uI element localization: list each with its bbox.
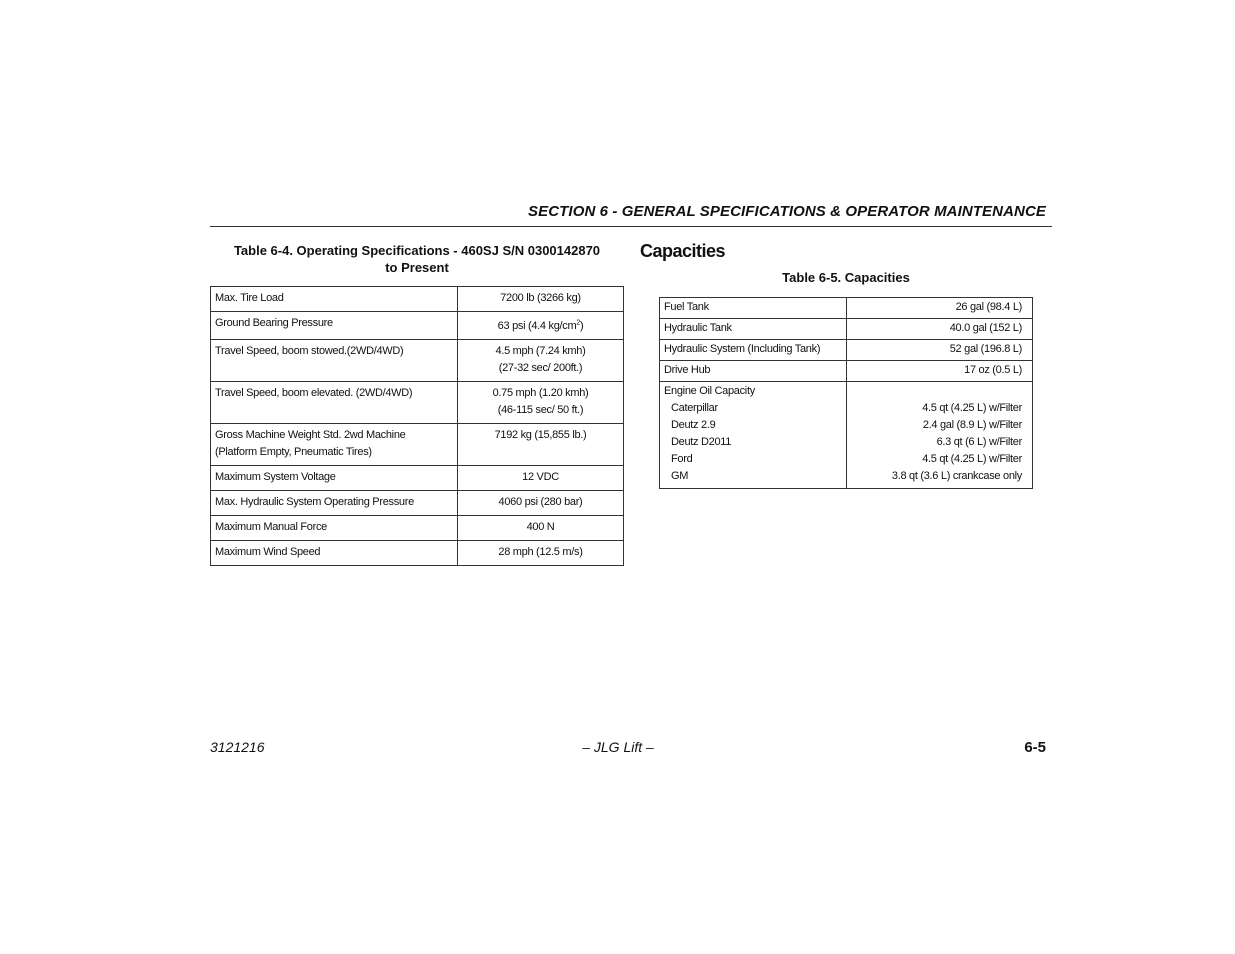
spec-value: 7192 kg (15,855 lb.) [458, 424, 624, 466]
engine-oil-labels [660, 382, 847, 489]
capacity-value: 17 oz (0.5 L) [847, 361, 1033, 382]
engine-type: Ford [671, 453, 693, 465]
spec-label [211, 424, 458, 466]
spec-label: Max. Tire Load [211, 287, 458, 312]
operating-specs-table [210, 286, 624, 566]
spec-label: Maximum Wind Speed [211, 541, 458, 566]
capacity-label: Fuel Tank [660, 298, 847, 319]
header-divider [210, 226, 1052, 227]
value-line: 0.75 mph (1.20 kmh) [492, 387, 589, 399]
value-line: 4.5 mph (7.24 kmh) [495, 345, 586, 357]
capacity-value: 26 gal (98.4 L) [847, 298, 1033, 319]
doc-number: 3121216 [210, 739, 265, 755]
table-row [211, 312, 624, 340]
spec-label: Travel Speed, boom elevated. (2WD/4WD) [211, 382, 458, 424]
capacity-label: Hydraulic System (Including Tank) [660, 340, 847, 361]
spec-value [458, 312, 624, 340]
spec-value [458, 340, 624, 382]
spec-value: 400 N [458, 516, 624, 541]
table-row [211, 340, 624, 382]
table-row [211, 516, 624, 541]
table-row [211, 466, 624, 491]
engine-oil-value: 4.5 qt (4.25 L) w/Filter [922, 402, 1022, 414]
capacities-heading: Capacities [640, 241, 726, 261]
label-line: Gross Machine Weight Std. 2wd Machine [215, 429, 406, 441]
engine-type: Deutz D2011 [671, 436, 732, 448]
capacity-label: Hydraulic Tank [660, 319, 847, 340]
engine-oil-values [847, 382, 1033, 489]
value-line: (27-32 sec/ 200ft.) [498, 362, 583, 374]
spec-value: 4060 psi (280 bar) [458, 491, 624, 516]
capacities-caption: Table 6-5. Capacities [782, 270, 910, 285]
spec-value [458, 382, 624, 424]
engine-type: Caterpillar [671, 402, 718, 414]
engine-oil-value: 3.8 qt (3.6 L) crankcase only [891, 470, 1022, 482]
engine-type: GM [671, 470, 689, 482]
table-row [211, 424, 624, 466]
engine-oil-heading: Engine Oil Capacity [664, 385, 755, 397]
superscript: 2 [576, 319, 580, 327]
table-row [211, 287, 624, 312]
spec-label: Maximum Manual Force [211, 516, 458, 541]
value-line: (46-115 sec/ 50 ft.) [497, 404, 584, 416]
engine-oil-value: 2.4 gal (8.9 L) w/Filter [922, 419, 1022, 431]
spec-label: Ground Bearing Pressure [211, 312, 458, 340]
table-row [660, 382, 1033, 489]
table-row [660, 340, 1033, 361]
table-row [211, 541, 624, 566]
table-row [211, 491, 624, 516]
page-number: 6-5 [1024, 739, 1046, 756]
table-row [660, 319, 1033, 340]
capacity-label: Drive Hub [660, 361, 847, 382]
engine-oil-value: 4.5 qt (4.25 L) w/Filter [922, 453, 1022, 465]
spec-value: 28 mph (12.5 m/s) [458, 541, 624, 566]
engine-oil-value: 6.3 qt (6 L) w/Filter [936, 436, 1022, 448]
caption-line: to Present [385, 260, 449, 275]
operating-specs-caption [212, 242, 622, 276]
spec-label: Max. Hydraulic System Operating Pressure [211, 491, 458, 516]
spec-label: Maximum System Voltage [211, 466, 458, 491]
footer-brand: – JLG Lift – [582, 739, 654, 755]
spec-label: Travel Speed, boom stowed.(2WD/4WD) [211, 340, 458, 382]
value-text: 63 psi (4.4 kg/cm [497, 320, 577, 332]
spec-value: 7200 lb (3266 kg) [458, 287, 624, 312]
label-line: (Platform Empty, Pneumatic Tires) [215, 446, 372, 458]
section-header: SECTION 6 - GENERAL SPECIFICATIONS & OPERATOR MAINTENANCE [528, 203, 1046, 220]
capacity-value: 40.0 gal (152 L) [847, 319, 1033, 340]
table-row [660, 298, 1033, 319]
spacer [851, 383, 1022, 400]
table-row [211, 382, 624, 424]
value-text: ) [579, 320, 584, 332]
caption-line: Table 6-4. Operating Specifications - 460SJ S/N 0300142870 [233, 243, 601, 258]
engine-type: Deutz 2.9 [671, 419, 716, 431]
spec-value: 12 VDC [458, 466, 624, 491]
capacity-value: 52 gal (196.8 L) [847, 340, 1033, 361]
capacities-table [659, 297, 1033, 489]
table-row [660, 361, 1033, 382]
